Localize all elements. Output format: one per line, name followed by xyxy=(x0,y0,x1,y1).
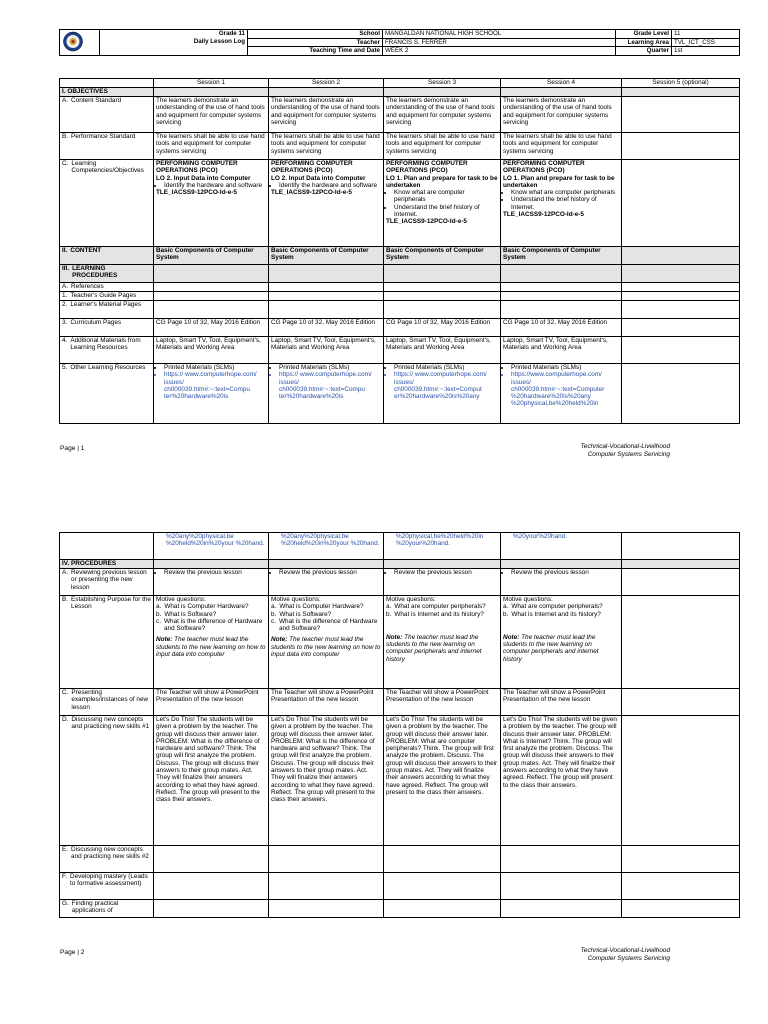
content-standard-label: A. Content Standard xyxy=(60,97,154,133)
content-cell: Basic Components of Computer System xyxy=(501,247,622,265)
presenting-cell: The Teacher will show a PowerPoint Presentation of the new lesson xyxy=(501,689,622,716)
learning-procedures-row xyxy=(60,265,740,283)
session-1-header: Session 1 xyxy=(154,79,269,88)
performance-standard-label: B. Performance Standard xyxy=(60,133,154,160)
competency-code: TLE_IACSS9-12PCO-Id-e-5 xyxy=(271,189,352,197)
review-bullet: • Review the previous lesson xyxy=(394,569,498,576)
printed-materials: • Printed Materials (SLMs) xyxy=(164,364,266,371)
review-bullet: • Review the previous lesson xyxy=(164,569,266,576)
school-value: MANGALDAN NATIONAL HIGH SCHOOL xyxy=(383,30,616,39)
competency-code: TLE_IACSS9-12PCO-Id-e-5 xyxy=(503,211,584,219)
discussing-1-label: D. Discussing new concepts and practicing new skills #1 xyxy=(60,716,154,846)
content-standard-cell: The learners demonstrate an understanding of the use of hand tools and equipment for computer systems servicing xyxy=(269,97,384,133)
reviewing-row xyxy=(60,569,740,596)
printed-materials: • Printed Materials (SLMs) xyxy=(394,364,498,371)
additional-materials-cell: Laptop, Smart TV, Tool, Equipment's, Materials and Working Area xyxy=(501,337,622,364)
lm-row xyxy=(60,301,740,319)
competency-bullet: • Understand the brief history of Internet. xyxy=(394,204,498,219)
footer-right-2 xyxy=(581,947,670,963)
competencies-cell-3 xyxy=(384,160,501,247)
session-4-header: Session 4 xyxy=(501,79,622,88)
other-resources-row xyxy=(60,364,740,424)
content-standard-row xyxy=(60,97,740,133)
competency-code: TLE_IACSS9-12PCO-Id-e-5 xyxy=(386,218,467,226)
dll-title: Daily Lesson Log xyxy=(100,38,248,47)
competency-heading: PERFORMING COMPUTER OPERATIONS (PCO) xyxy=(156,160,238,175)
additional-materials-row xyxy=(60,337,740,364)
curriculum-cell: CG Page 10 of 32, May 2016 Edition xyxy=(384,319,501,337)
competency-bullet: • Understand the brief history of Internet. xyxy=(511,196,619,211)
competency-heading: PERFORMING COMPUTER OPERATIONS (PCO) xyxy=(386,160,468,175)
review-bullet: • Review the previous lesson xyxy=(279,569,381,576)
competencies-row xyxy=(60,160,740,247)
session-header-row xyxy=(60,79,740,88)
performance-standard-row xyxy=(60,133,740,160)
learning-procedures-label: III. LEARNING PROCEDURES xyxy=(60,265,154,283)
performance-standard-cell: The learners shall be able to use hand tools and equipment for computer systems servicing xyxy=(154,133,269,160)
discussing-2-label: E. Discussing new concepts and practicing new skills #2 xyxy=(60,846,154,873)
presenting-row xyxy=(60,689,740,716)
curriculum-label: 3. Curriculum Pages xyxy=(60,319,154,337)
content-standard-cell: The learners demonstrate an understanding of the use of hand tools and equipment for computer systems servicing xyxy=(154,97,269,133)
performance-standard-cell: The learners shall be able to use hand tools and equipment for computer systems servicing xyxy=(501,133,622,160)
lm-label: 2. Learner's Material Pages xyxy=(60,301,154,319)
printed-materials: • Printed Materials (SLMs) xyxy=(511,364,619,371)
discussing-1-cell: Let's Do This! The students will be given a problem by the teacher. The group will discuss their answer later. PROBLEM: What is Internet? Think. The group will first analyze the problem. Discuss. The group will discuss their answers to their group mates. Act. They will finalize their answers according to what they have agreed. Reflect. The group will present to the class their answers. xyxy=(501,716,622,846)
competency-bullet: • Know what are computer peripherals xyxy=(511,189,619,196)
mastery-label: F. Developing mastery (Leads to formative assessment) xyxy=(60,873,154,900)
discussing-2-row xyxy=(60,846,740,873)
resource-link[interactable]: • https:// www.computerhope.com/ issues/ ch000039.htm#:~:text=Compu ter%20hardware%20is xyxy=(164,371,266,400)
purpose-cell-2: Motive questions: a. What is Computer Hardware? b. What is Software? c. What is the difference of Hardware and Software? Note: The teacher must lead the students to the new learning on how to input data into computer xyxy=(269,596,384,689)
content-standard-cell: The learners demonstrate an understanding of the use of hand tools and equipment for computer systems servicing xyxy=(384,97,501,133)
discussing-1-row xyxy=(60,716,740,846)
page-number-1: Page | 1 xyxy=(60,445,85,452)
competency-lo: LO 2. Input Data into Computer xyxy=(271,174,366,182)
other-resources-cell xyxy=(501,364,622,424)
review-bullet: • Review the previous lesson xyxy=(511,569,619,576)
footer-line-1: Technical-Vocational-Livelihood xyxy=(580,443,670,450)
competency-lo: LO 1. Plan and prepare for task to be undertaken xyxy=(503,174,615,189)
resource-link-cont[interactable]: %20your%20hand. xyxy=(501,533,622,560)
curriculum-cell: CG Page 10 of 32, May 2016 Edition xyxy=(269,319,384,337)
curriculum-row xyxy=(60,319,740,337)
content-standard-cell: The learners demonstrate an understanding of the use of hand tools and equipment for computer systems servicing xyxy=(501,97,622,133)
blank-cell xyxy=(60,79,154,88)
tg-row xyxy=(60,292,740,301)
resource-link-cont[interactable]: %20physical,be%20held%20in %20your%20hand. xyxy=(384,533,501,560)
performance-standard-cell: The learners shall be able to use hand tools and equipment for computer systems servicing xyxy=(269,133,384,160)
objectives-heading: I. OBJECTIVES xyxy=(60,88,154,97)
competencies-cell-2 xyxy=(269,160,384,247)
quarter-value: 1st xyxy=(672,47,740,56)
header-table xyxy=(59,29,740,56)
resource-link-cont[interactable]: %20any%20physical,be %20held%20in%20your %20hand. xyxy=(269,533,384,560)
teacher-label: Teacher xyxy=(248,38,383,47)
footer-line-1: Technical-Vocational-Livelihood xyxy=(580,947,670,954)
page-1 xyxy=(0,0,768,470)
resource-link-cont[interactable]: %20any%20physical,be %20held%20in%20your %20hand. xyxy=(154,533,269,560)
practical-label: G. Finding practical applications of xyxy=(60,900,154,918)
competencies-cell-4 xyxy=(501,160,622,247)
content-cell: Basic Components of Computer System xyxy=(269,247,384,265)
other-resources-cell xyxy=(269,364,384,424)
curriculum-cell: CG Page 10 of 32, May 2016 Edition xyxy=(154,319,269,337)
competency-bullet: • Know what are computer peripherals xyxy=(394,189,498,204)
purpose-row xyxy=(60,596,740,689)
references-row xyxy=(60,283,740,292)
competency-heading: PERFORMING COMPUTER OPERATIONS (PCO) xyxy=(503,160,585,175)
competencies-label: C. Learning Competencies/Objectives xyxy=(60,160,154,247)
competency-code: TLE_IACSS9-12PCO-Id-e-5 xyxy=(156,189,237,197)
other-resources-cell xyxy=(154,364,269,424)
objectives-row xyxy=(60,88,740,97)
resource-link[interactable]: • https:// www.computerhope.com/ issues/ ch000039.htm#:~:text=Comput er%20hardware%20is%20any xyxy=(394,371,498,400)
blank-cell xyxy=(100,47,248,56)
reviewing-label: A. Reviewing previous lesson or presenting the new lesson xyxy=(60,569,154,596)
discussing-1-cell: Let's Do This! The students will be given a problem by the teacher. The group will discuss their answer later. PROBLEM: What are computer peripherals? Think. The group will first analyze the problem. Discuss. The group will discuss their answers to their group mates. Act. They will finalize their answers according to what they have agreed. Reflect. The group will present to the class their answers. xyxy=(384,716,501,846)
deped-seal xyxy=(60,30,100,56)
session-5-header: Session 5 (optional) xyxy=(622,79,740,88)
other-resources-cell xyxy=(384,364,501,424)
tg-label: 1. Teacher's Guide Pages xyxy=(60,292,154,301)
seal-icon xyxy=(61,31,95,52)
purpose-label: B. Establishing Purpose for the Lesson xyxy=(60,596,154,689)
additional-materials-cell: Laptop, Smart TV, Tool, Equipment's, Materials and Working Area xyxy=(384,337,501,364)
procedures-label: IV. PROCEDURES xyxy=(60,560,154,569)
competency-lo: LO 2. Input Data into Computer xyxy=(156,174,251,182)
content-row xyxy=(60,247,740,265)
discussing-1-cell: Let's Do This! The students will be given a problem by the teacher. The group will discuss their answer later. PROBLEM: What is the difference of hardware and software? Think. The group will first analyze the problem. Discuss. The group will discuss their answers to their group mates. Act. They will finalize their answers according to what they have agreed. Reflect. The group will present to the class their answers. xyxy=(154,716,269,846)
links-continued-row xyxy=(60,533,740,560)
other-resources-label: 5. Other Learning Resources xyxy=(60,364,154,424)
content-label: II. CONTENT xyxy=(60,247,154,265)
mastery-row xyxy=(60,873,740,900)
learning-area-label: Learning Area xyxy=(616,38,672,47)
additional-materials-label: 4. Additional Materials from Learning Resources xyxy=(60,337,154,364)
curriculum-cell: CG Page 10 of 32, May 2016 Edition xyxy=(501,319,622,337)
competency-heading: PERFORMING COMPUTER OPERATIONS (PCO) xyxy=(271,160,353,175)
footer-right-1 xyxy=(581,443,670,459)
competency-bullet: • Identify the hardware and software xyxy=(164,182,266,189)
practical-row xyxy=(60,900,740,918)
grade-title: Grade 11 xyxy=(100,30,248,39)
discussing-1-cell: Let's Do This! The students will be given a problem by the teacher. The group will discuss their answer later. PROBLEM: What is the difference of hardware and software? Think. The group will first analyze the problem. Discuss. The group will discuss their answers to their group mates. Act. They will finalize their answers according to what they have agreed. Reflect. The group will present to the class their answers. xyxy=(269,716,384,846)
content-cell: Basic Components of Computer System xyxy=(154,247,269,265)
performance-standard-cell: The learners shall be able to use hand tools and equipment for computer systems servicing xyxy=(384,133,501,160)
page-number-2: Page | 2 xyxy=(60,949,85,956)
presenting-cell: The Teacher will show a PowerPoint Presentation of the new lesson xyxy=(384,689,501,716)
printed-materials: • Printed Materials (SLMs) xyxy=(279,364,381,371)
references-label: A. References xyxy=(60,283,154,292)
footer-line-2: Computer Systems Servicing xyxy=(587,955,670,962)
grade-level-label: Grade Level xyxy=(616,30,672,39)
presenting-label: C. Presenting examples/instances of new lesson xyxy=(60,689,154,716)
additional-materials-cell: Laptop, Smart TV, Tool, Equipment's, Materials and Working Area xyxy=(154,337,269,364)
grade-level-value: 11 xyxy=(672,30,740,39)
presenting-cell: The Teacher will show a PowerPoint Presentation of the new lesson xyxy=(154,689,269,716)
resource-link[interactable]: • https://www.computerhope.com/ issues/ ch000039.htm#:~:text=Computer %20hardware%20is%20any %20physical,be%20held%20in xyxy=(511,371,619,407)
school-label: School xyxy=(248,30,383,39)
page-2 xyxy=(0,530,768,1024)
session-2-header: Session 2 xyxy=(269,79,384,88)
competency-bullet: • Identify the hardware and software xyxy=(279,182,381,189)
content-cell: Basic Components of Computer System xyxy=(384,247,501,265)
learning-area-value: TVL_ICT_CSS xyxy=(672,38,740,47)
teacher-value: FRANCIS S. FERRER xyxy=(383,38,616,47)
competencies-cell-1 xyxy=(154,160,269,247)
purpose-cell-1: Motive questions: a. What is Computer Hardware? b. What is Software? c. What is the difference of Hardware and Software? Note: The teacher must lead the students to the new learning on how to input data into computer xyxy=(154,596,269,689)
competency-lo: LO 1. Plan and prepare for task to be undertaken xyxy=(386,174,498,189)
teaching-time-label: Teaching Time and Date xyxy=(248,47,383,56)
additional-materials-cell: Laptop, Smart TV, Tool, Equipment's, Materials and Working Area xyxy=(269,337,384,364)
lesson-table-2 xyxy=(59,532,740,918)
purpose-cell-4: Motive questions: a. What are computer peripherals? b. What is Internet and its history? Note: The teacher must lead the students to the new learning on computer peripherals and internet history xyxy=(501,596,622,689)
footer-line-2: Computer Systems Servicing xyxy=(587,451,670,458)
lesson-table-1 xyxy=(59,78,740,424)
teaching-time-value: WEEK 2 xyxy=(383,47,616,56)
purpose-cell-3: Motive questions: a. What are computer peripherals? b. What is Internet and its history? Note: The teacher must lead the students to the new learning on computer peripherals and internet history xyxy=(384,596,501,689)
quarter-label: Quarter xyxy=(616,47,672,56)
session-3-header: Session 3 xyxy=(384,79,501,88)
resource-link[interactable]: • https:// www.computerhope.com/ issues/ ch000039.htm#:~:text=Compu ter%20hardware%20is xyxy=(279,371,381,400)
presenting-cell: The Teacher will show a PowerPoint Presentation of the new lesson xyxy=(269,689,384,716)
procedures-row xyxy=(60,560,740,569)
